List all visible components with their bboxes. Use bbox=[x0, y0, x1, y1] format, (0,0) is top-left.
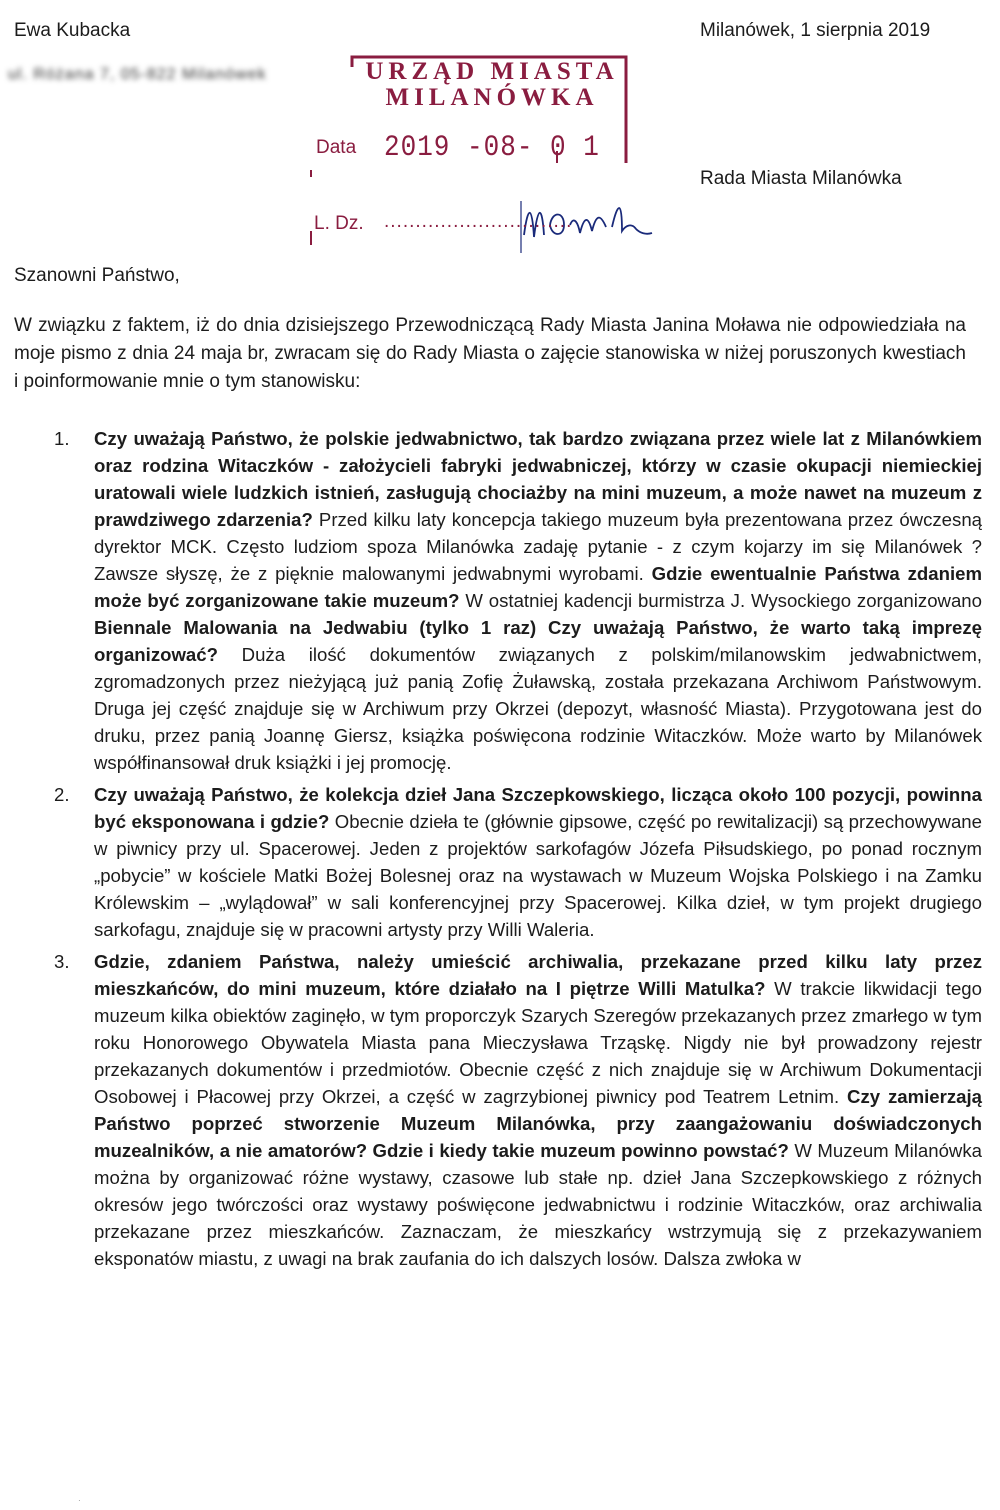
item-text bbox=[94, 425, 982, 776]
body-text: Przed kilku laty koncepcja takiego muzeum była prezentowana przez ówczesną dyrektor MCK. Często ludziom spoza Milanówka zadaję pytanie - z czym kojarzy im się Milanówek ? Zawsze słyszę, że z pięknie malowanymi jedwabnymi wyrobami. bbox=[94, 509, 982, 584]
item-text bbox=[94, 781, 982, 943]
recipient: Rada Miasta Milanówka bbox=[700, 168, 902, 189]
question-text: Biennale Malowania na Jedwabiu (tylko 1 raz) Czy uważają Państwo, że warto taką imprezę organizować? bbox=[94, 617, 982, 665]
item-text bbox=[94, 948, 982, 1272]
question-text: Gdzie, zdaniem Państwa, należy umieścić archiwalia, przekazane przed kilku laty przez mieszkańców, do mini muzeum, które działało na I piętrze Willi Matulka? bbox=[94, 951, 982, 999]
body-text: W ostatniej kadencji burmistrza J. Wysockiego zorganizowano bbox=[459, 590, 982, 611]
redacted-sender-address: ul. Różana 7, 05-822 Milanówek bbox=[8, 66, 267, 83]
scan-dot: · bbox=[78, 1496, 81, 1505]
body-text: Obecnie dzieła te (głównie gipsowe, część po rewitalizacji) są przechowywane w piwnicy przy ul. Spacerowej. Jeden z projektów sarkofagów Józefa Piłsudskiego, po ponad rocznym „pobycie” w kościele Matki Bożej Bolesnej oraz na wystawach w Muzeum Wojska Polskiego i na Zamku Królewskim – „wylądował” w sali konferencyjnej przy Spacerowej. Kilka dzieł, w tym projekt drugiego sarkofagu, znajduje się w pracowni artysty przy Willi Waleria. bbox=[94, 811, 982, 940]
question-text: Czy zamierzają Państwo poprzeć stworzenie Muzeum Milanówka, przy zaangażowaniu doświadczonych muzealników, a nie amatorów? Gdzie i kiedy takie muzeum powinno powstać? bbox=[94, 1086, 983, 1161]
list-item bbox=[14, 948, 982, 1272]
stamp-date-value: 2019 -08- 0 1 bbox=[384, 129, 600, 165]
list-item bbox=[14, 425, 982, 776]
stamp-ldz-label: L. Dz. bbox=[314, 213, 364, 234]
intro-paragraph: W związku z faktem, iż do dnia dzisiejszego Przewodniczącą Rady Miasta Janina Moława nie odpowiedziała na moje pismo z dnia 24 maja br, zwracam się do Rady Miasta o zajęcie stanowiska w niżej poruszonych kwestiach i poinformowanie mnie o tym stanowisku: bbox=[14, 315, 966, 392]
place-date: Milanówek, 1 sierpnia 2019 bbox=[700, 20, 931, 41]
question-text: Czy uważają Państwo, że kolekcja dzieł Jana Szczepkowskiego, licząca około 100 pozycji, powinna być eksponowana i gdzie? bbox=[94, 784, 982, 832]
stamp-title-line1: URZĄD MIASTA bbox=[365, 58, 619, 85]
body-text: Duża ilość dokumentów związanych z polskim/milanowskim jedwabnictwem, zgromadzonych przez nieżyjącą już panią Zofię Żuławską, została przekazana Archiwom Państwowym. Druga jej część znajduje się w Archiwum przy Okrzei (depozyt, własność Miasta). Przygotowana jest do druku, przez panią Joannę Giersz, książka poświęcona rodzinie Witaczków. Może warto by Milanówek współfinansował druk książki i jej promocję. bbox=[94, 644, 982, 773]
item-number: 2. bbox=[54, 784, 70, 805]
body-text: W trakcie likwidacji tego muzeum kilka obiektów zaginęło, w tym proporczyk Szarych Szeregów przekazanych przez zmarłego w tym roku Honorowego Obywatela Miasta pana Mieczysława Trząskę. Nigdy nie był prowadzony rejestr przekazanych dokumentów i przedmiotów. Obecnie część z nich znajduje się w Archiwum Dokumentacji Osobowej i Płacowej przy Okrzei, a część w zagrzybionej piwnicy pod Teatrem Letnim. bbox=[94, 978, 982, 1107]
registry-stamp bbox=[306, 55, 656, 265]
question-list bbox=[14, 425, 982, 1277]
stamp-date-label: Data bbox=[316, 137, 357, 158]
salutation: Szanowni Państwo, bbox=[14, 265, 180, 286]
question-text: Gdzie ewentualnie Państwa zdaniem może być zorganizowane takie muzeum? bbox=[94, 563, 982, 611]
stamp-ldz-dots: .............................. bbox=[384, 211, 573, 232]
stamp-title-line2: MILANÓWKA bbox=[385, 84, 599, 111]
sender-name: Ewa Kubacka bbox=[14, 20, 131, 41]
item-number: 1. bbox=[54, 428, 70, 449]
item-number: 3. bbox=[54, 951, 70, 972]
question-text: Czy uważają Państwo, że polskie jedwabnictwo, tak bardzo związana przez wiele lat z Milanówkiem oraz rodzina Witaczków - założycieli fabryki jedwabniczej, którzy w czasie okupacji niemieckiej uratowali wiele ludzkich istnień, zasługują chociażby na mini muzeum, a może nawet na muzeum z prawdziwego zdarzenia? bbox=[94, 428, 982, 530]
body-text: W Muzeum Milanówka można by organizować różne wystawy, czasowe lub stałe np. dzieł Jana Szczepkowskiego z różnych okresów jego twórczości oraz wystawy poświęcone jedwabnictwu i rodzinie Witaczków, oraz archiwalia przekazane przez mieszkańców. Zaznaczam, że mieszkańcy wstrzymują się z przekazywaniem eksponatów miastu, z uwagi na brak zaufania do ich dalszych losów. Dalsza zwłoka w bbox=[94, 1140, 982, 1269]
list-item bbox=[14, 781, 982, 943]
